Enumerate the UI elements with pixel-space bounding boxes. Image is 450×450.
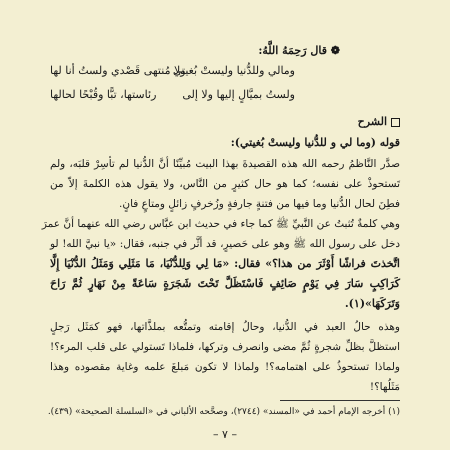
- poem-line-1-first: ومالي وللدُّنيا وليستْ بُغيتي: [172, 64, 295, 77]
- square-bullet-icon: [391, 118, 400, 127]
- footnote-separator: [280, 400, 400, 401]
- body-line: فطِنَ لحال الدُّنيا وما فيها من فتنةٍ جارفةٍ وزُخرفٍ زائلٍ ومتاعٍ فانٍ.: [119, 198, 400, 210]
- page-number: – ٧ –: [213, 428, 237, 441]
- body-line: استظلَّ بظلِّ شجرةٍ ثُمَّ مضى وانصرف وتركها، فلماذا تَستولي على قلب المرء؟!: [50, 341, 400, 353]
- poem-line-1-second: ولا مُنتهى قَصْدي ولستُ أنا لها: [50, 64, 186, 77]
- verse-intro: ❁ قال رَحِمَهُ اللَّهُ:: [258, 44, 340, 57]
- body-line: مَثَلُها؟!: [369, 381, 400, 393]
- body-line: دخل على رسول الله ﷺ وهو على حَصيرٍ، قد أثَّر في جنبه، فقال: «يا نبيَّ الله! لو: [50, 238, 400, 250]
- body-line: وهي كلمةٌ تُثبتُ عن النَّبيِّ ﷺ كما جاء في حديث ابن عبَّاس رضي الله عنهما أنَّ عمرَ: [41, 218, 400, 230]
- body-line: وهذه حالُ العبد في الدُّنيا، وحالُ إقامته وتمتُّعه بملذَّاتها، فهو كمَثَل رَجلٍ: [50, 321, 400, 333]
- body-line: صدَّر النَّاظمُ رحمه الله هذه القصيدةَ بهذا البيت مُبيِّنًا أنَّ الدُّنيا لم تأسِرْ قلبَه، ولم: [50, 158, 400, 170]
- hadith-line: وَتَرَكَهَا»(١).: [344, 297, 400, 310]
- poem-line-2-second: رئاستها، تبًّا وقُبْحًا لحالها: [50, 88, 157, 101]
- sub-heading: قوله (وما لي و للدُّنيا وليستْ بُغيتي):: [230, 136, 400, 149]
- hadith-line: كَرَاكِبٍ سَارَ فِي يَوْمٍ صَائِفٍ فَاسْتَظَلَّ تَحْتَ شَجَرَةٍ سَاعَةً مِنْ نَهَارٍ ثُمَّ رَاحَ: [50, 277, 400, 290]
- footnote: (١) أخرجه الإمام أحمد في «المسند» (٢٧٤٤)، وصحَّحه الألباني في «السلسلة الصحيحة» (٤٣٩).: [47, 407, 400, 417]
- body-line: ولماذا تستحوذُ على اهتمامه؟! ولماذا لا تكون مَبلغَ علمه وغاية مقصوده وهذا: [50, 361, 400, 373]
- section-title: [358, 115, 400, 129]
- body-line: تَستحوذْ على نفسه؛ كما هو حال كثيرٍ من النَّاس، ولا يقول هذه الكلمةَ إلاّ من: [50, 178, 400, 190]
- poem-line-2-first: ولستُ بميَّالٍ إليها ولا إلى: [182, 88, 295, 101]
- hadith-line: اتَّخذتَ فراشًا أَوْثَرَ من هذا؟» فقال: «مَا لِي وَلِلدُّنْيَا، مَا مَثَلِي وَمَثَلُ الدُّنْيَا إِلَّا: [50, 257, 400, 270]
- section-title-text: الشرح: [357, 115, 387, 128]
